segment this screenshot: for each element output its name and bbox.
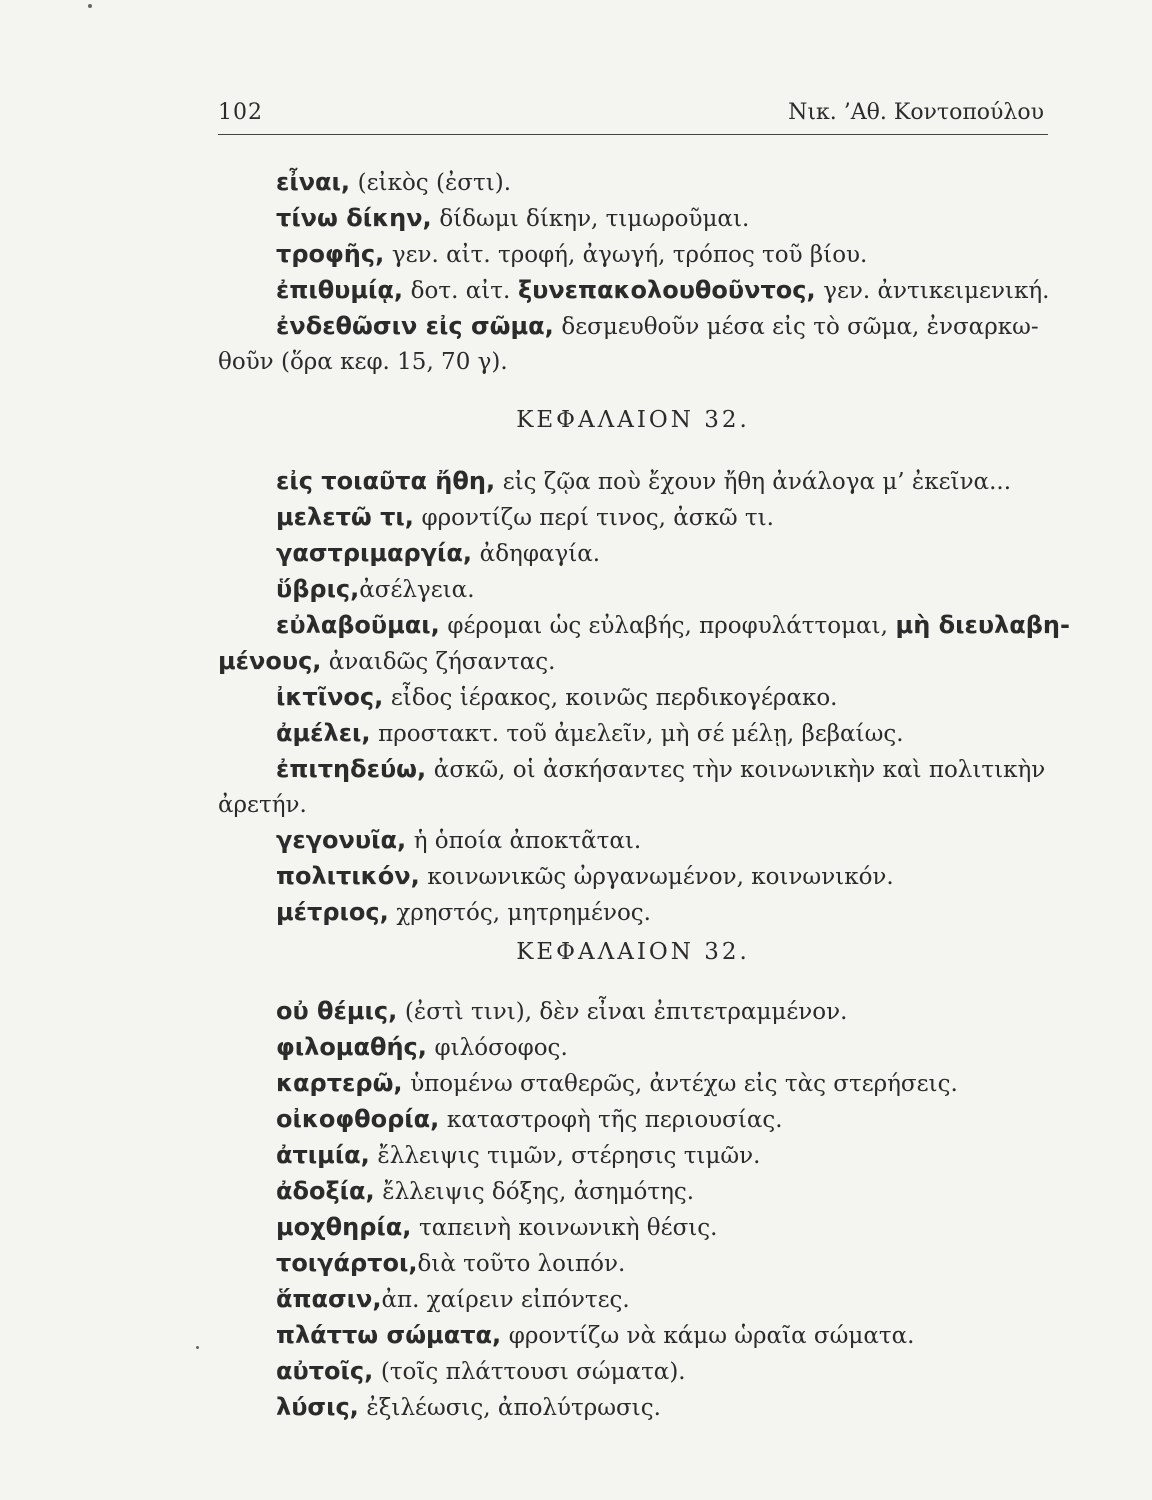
glossary-entry — [218, 1138, 1048, 1174]
glossary-entry — [218, 895, 1048, 931]
glossary-entry — [218, 1210, 1048, 1246]
entry-term: οἰκοφθορία, — [276, 1105, 440, 1133]
entry-term: τροφῆς, — [276, 240, 385, 268]
entry-definition: γεν. αἰτ. τροφή, ἀγωγή, τρόπος τοῦ βίου. — [391, 242, 868, 268]
page-number: 102 — [218, 100, 263, 125]
running-header — [218, 92, 1048, 132]
scan-speck — [196, 1346, 199, 1349]
entry-definition: δοτ. αἰτ. — [410, 278, 511, 304]
glossary-entry — [218, 608, 1070, 644]
entry-definition: (τοῖς πλάττουσι σώματα). — [380, 1359, 686, 1385]
entry-term: τίνω δίκην, — [276, 204, 432, 232]
entry-definition: δίδωμι δίκην, τιμωροῦμαι. — [439, 206, 750, 232]
entry-term: πλάττω σώματα, — [276, 1321, 502, 1349]
entry-definition: ἔλλειψις δόξης, ἀσημότης. — [382, 1179, 695, 1205]
running-author: Νικ. ’Αθ. Κοντοπούλου — [788, 100, 1044, 125]
glossary-entry — [218, 201, 1048, 237]
entry-definition: ἀδηφαγία. — [479, 541, 601, 567]
glossary-entry — [218, 1282, 1048, 1318]
entry-definition: φέρομαι ὡς εὐλαβής, προφυλάττομαι, — [447, 613, 888, 639]
entry-term: φιλομαθής, — [276, 1033, 427, 1061]
entry-definition: ἀσκῶ, οἱ ἀσκήσαντες τὴν κοινωνικὴν καὶ πολιτικὴν — [433, 757, 1046, 783]
glossary-entry — [218, 536, 1048, 572]
entry-definition: προστακτ. τοῦ ἀμελεῖν, μὴ σέ μέλῃ, βεβαίως. — [378, 721, 904, 747]
entry-term: τοιγάρτοι, — [276, 1249, 418, 1277]
entry-term: ἅπασιν, — [276, 1285, 382, 1313]
entry-definition: ἐξιλέωσις, ἀπολύτρωσις. — [366, 1395, 661, 1421]
entry-term: εἰς τοιαῦτα ἤθη, — [276, 467, 496, 495]
entry-term: μελετῶ τι, — [276, 503, 414, 531]
glossary-entry — [218, 716, 1048, 752]
entry-term: μέτριος, — [276, 898, 389, 926]
entry-definition: (ἐστὶ τινι), δὲν εἶναι ἐπιτετραμμένον. — [404, 999, 848, 1025]
glossary-entry — [218, 165, 1048, 201]
glossary-entry — [218, 1174, 1048, 1210]
entry-definition: εἶδος ἱέρακος, κοινῶς περδικογέρακο. — [390, 685, 838, 711]
glossary-section-1 — [218, 165, 1048, 380]
entry-term: εἶναι, — [276, 168, 351, 196]
glossary-entry — [218, 1030, 1048, 1066]
entry-term: ἐνδεθῶσιν εἰς σῶμα, — [276, 312, 554, 340]
glossary-entry — [218, 500, 1048, 536]
glossary-entry — [218, 572, 1048, 608]
entry-definition: φροντίζω νὰ κάμω ὡραῖα σώματα. — [508, 1323, 915, 1349]
glossary-section-3 — [218, 994, 1048, 1426]
glossary-entry — [218, 1066, 1048, 1102]
entry-term: ἐπιθυμίᾳ, — [276, 276, 404, 304]
entry-term: ἀμέλει, — [276, 719, 371, 747]
entry-term: ἰκτῖνος, — [276, 683, 384, 711]
entry-definition: χρηστός, μητρημένος. — [396, 900, 651, 926]
entry-term: γαστριμαργία, — [276, 539, 473, 567]
glossary-entry — [218, 1102, 1048, 1138]
entry-term: πολιτικόν, — [276, 862, 420, 890]
entry-continuation: θοῦν (ὅρα κεφ. 15, 70 γ). — [218, 349, 508, 375]
entry-term: εὐλαβοῦμαι, — [276, 611, 440, 639]
chapter-heading: ΚΕΦΑΛΑΙΟΝ 32. — [516, 939, 750, 965]
entry-term-secondary: ξυνεπακολουθοῦντος, — [517, 276, 816, 304]
glossary-entry — [218, 1390, 1048, 1426]
entry-term: ὕβρις, — [276, 575, 360, 603]
glossary-entry — [218, 464, 1048, 500]
entry-definition: ἀπ. χαίρειν εἰπόντες. — [381, 1287, 630, 1313]
entry-term: αὐτοῖς, — [276, 1357, 374, 1385]
glossary-entry — [218, 1246, 1048, 1282]
entry-definition: ἔλλειψις τιμῶν, στέρησις τιμῶν. — [377, 1143, 761, 1169]
entry-definition: (εἰκὸς (ἐστι). — [357, 170, 512, 196]
glossary-entry — [218, 994, 1048, 1030]
glossary-entry — [218, 859, 1048, 895]
entry-definition: εἰς ζῷα ποὺ ἔχουν ἤθη ἀνάλογα μ’ ἐκεῖνα... — [502, 469, 1012, 495]
entry-continuation — [218, 644, 1048, 680]
entry-definition: φιλόσοφος. — [434, 1035, 568, 1061]
entry-definition: ἀσέλγεια. — [359, 577, 475, 603]
glossary-entry — [218, 273, 1048, 309]
entry-definition-continuation: ἀναιδῶς ζήσαντας. — [328, 649, 556, 675]
entry-term-secondary: μὴ διευλαβη- — [895, 611, 1070, 639]
entry-term: ἀδοξία, — [276, 1177, 375, 1205]
entry-definition: δεσμευθοῦν μέσα εἰς τὸ σῶμα, ἐνσαρκω- — [561, 314, 1039, 340]
entry-term: λύσις, — [276, 1393, 359, 1421]
entry-term: οὐ θέμις, — [276, 997, 398, 1025]
entry-continuation: ἀρετήν. — [218, 792, 307, 818]
entry-term: ἐπιτηδεύω, — [276, 755, 427, 783]
entry-definition: ὑπομένω σταθερῶς, ἀντέχω εἰς τὰς στερήσεις. — [410, 1071, 958, 1097]
entry-term: γεγονυῖα, — [276, 826, 407, 854]
glossary-section-2 — [218, 464, 1070, 931]
header-rule — [218, 134, 1048, 135]
entry-term-continuation: μένους, — [218, 647, 322, 675]
entry-definition: καταστροφὴ τῆς περιουσίας. — [446, 1107, 783, 1133]
glossary-entry — [218, 309, 1048, 345]
entry-definition: ταπεινὴ κοινωνικὴ θέσις. — [418, 1215, 718, 1241]
entry-definition: φροντίζω περί τινος, ἀσκῶ τι. — [421, 505, 774, 531]
chapter-heading: ΚΕΦΑΛΑΙΟΝ 32. — [516, 407, 750, 433]
entry-term: ἀτιμία, — [276, 1141, 370, 1169]
scan-speck — [88, 4, 92, 8]
glossary-entry — [218, 237, 1048, 273]
glossary-entry — [218, 1354, 1048, 1390]
glossary-entry — [218, 823, 1048, 859]
entry-definition: διὰ τοῦτο λοιπόν. — [417, 1251, 626, 1277]
entry-definition-secondary: γεν. ἀντικειμενική. — [823, 278, 1050, 304]
entry-definition: κοινωνικῶς ὠργανωμένον, κοινωνικόν. — [427, 864, 894, 890]
entry-term: μοχθηρία, — [276, 1213, 412, 1241]
entry-term: καρτερῶ, — [276, 1069, 403, 1097]
glossary-entry — [218, 680, 1048, 716]
glossary-entry — [218, 752, 1048, 788]
glossary-entry — [218, 1318, 1048, 1354]
entry-definition: ἡ ὁποία ἀποκτᾶται. — [413, 828, 642, 854]
